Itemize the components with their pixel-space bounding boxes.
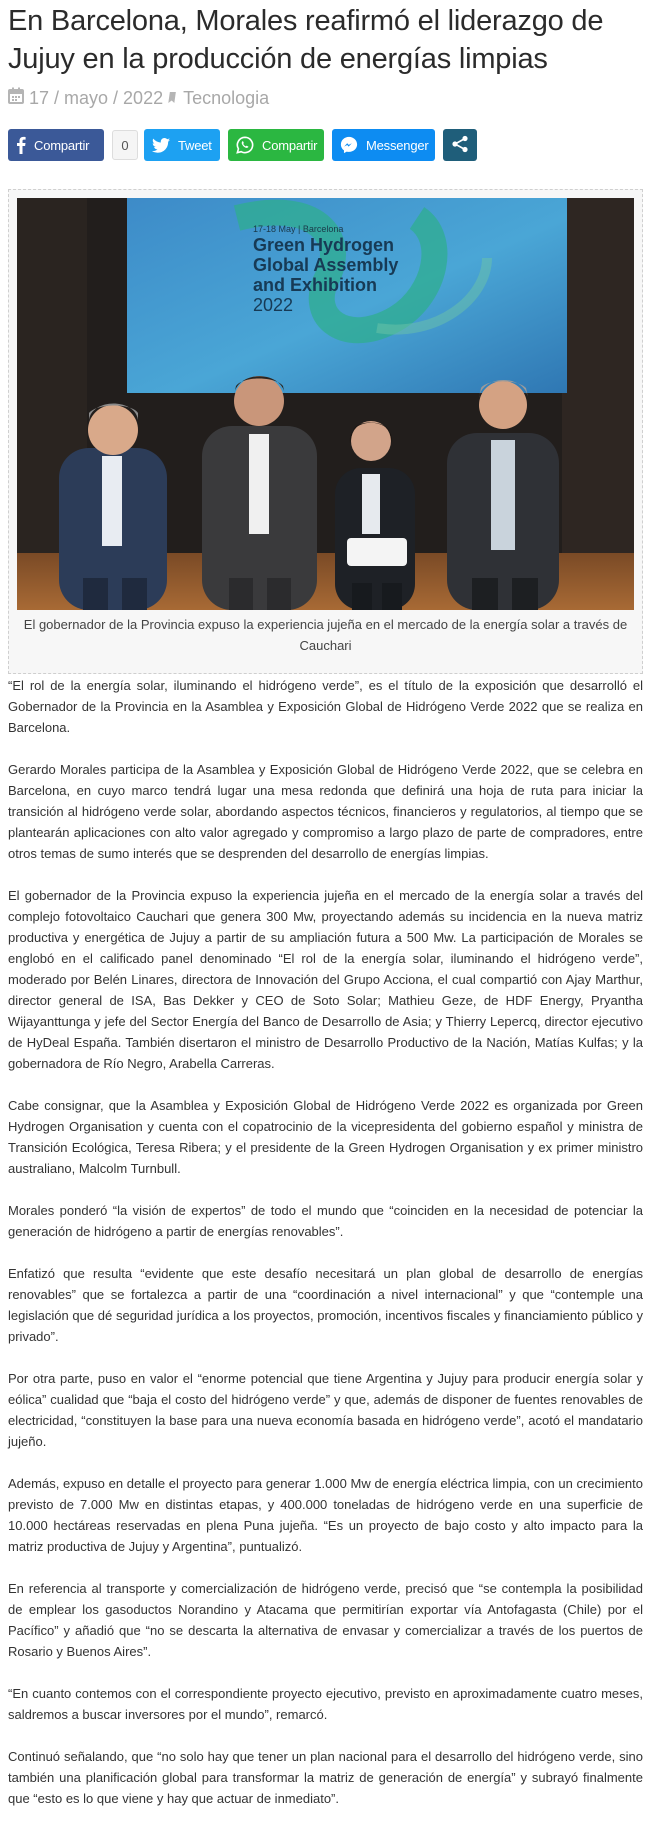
screen-date: 17-18 May | Barcelona — [253, 224, 344, 234]
facebook-icon — [16, 136, 26, 154]
facebook-share-button[interactable] — [8, 129, 104, 161]
messenger-icon — [340, 136, 358, 154]
figure-caption: El gobernador de la Provincia expuso la experiencia jujeña en el mercado de la energía solar a través de Cauchari — [23, 617, 628, 653]
paragraph: Gerardo Morales participa de la Asamblea y Exposición Global de Hidrógeno Verde 2022, que se celebra en Barcelona, en cuyo marco tendrá lugar una mesa redonda que definirá una hoja de ruta para iniciar la transición al hidrógeno verde solar, abordando aspectos técnicos, financieros y regulatorios, al tiempo que se plantearán aplicaciones con alto valor agregado y compromiso a largo plazo de parte de compradores, entre otros temas de sumo interés que se desprenden del desarrollo de energías limpias. — [8, 762, 643, 861]
share-icon — [451, 135, 469, 156]
facebook-share-label: Compartir — [34, 137, 90, 153]
screen-line3: and Exhibition — [253, 275, 377, 295]
twitter-share-label: Tweet — [178, 137, 212, 153]
calendar-icon — [8, 87, 24, 109]
screen-line1: Green Hydrogen — [253, 235, 395, 255]
share-count: 0 — [112, 130, 138, 160]
article-meta — [8, 86, 643, 110]
paragraph: En referencia al transporte y comercialización de hidrógeno verde, precisó que “se contempla la posibilidad de emplear los gasoductos Norandino y Atacama que permitirían exportar vía Antofagasta (Chile) por el Pacífico” y añadió que “no se descarta la alternativa de envasar y comercializar a través de los puertos de Rosario y Buenos Aires”. — [8, 1581, 643, 1659]
article-category[interactable]: Tecnologia — [183, 87, 270, 108]
twitter-icon — [152, 138, 170, 153]
article-body — [8, 675, 643, 1809]
messenger-share-label: Messenger — [366, 137, 429, 153]
share-bar — [8, 128, 643, 162]
paragraph: El gobernador de la Provincia expuso la experiencia jujeña en el mercado de la energía solar a través del complejo fotovoltaico Cauchari que genera 300 Mw, proyectando además su incidencia en la nueva matriz productiva y energética de Jujuy a partir de su ampliación futura a 500 Mw. La participación de Morales se englobó en el calificado panel denominado “El rol de la energía solar, iluminando el hidrógeno verde”, moderado por Belén Linares, directora de Innovación del Grupo Acciona, el cual compartió con Ajay Marthur, director general de ISA, Bas Dekker y CEO de Soto Solar; Mathieu Geze, de HDF Energy, Pryantha Wijayanttunga y jefe del Sector Energía del Banco de Desarrollo de Asia; y Thierry Lepercq, director ejecutivo de HyDeal España. También disertaron el ministro de Desarrollo Productivo de la Nación, Matías Kulfas; y la gobernadora de Río Negro, Arabella Carreras. — [8, 888, 643, 1071]
article-figure — [8, 189, 643, 674]
article-container — [8, 2, 643, 1809]
messenger-share-button[interactable] — [332, 129, 435, 161]
paragraph: “El rol de la energía solar, iluminando el hidrógeno verde”, es el título de la exposición que desarrolló el Gobernador de la Provincia en la Asamblea y Exposición Global de Hidrógeno Verde 2022 que se realiza en Barcelona. — [8, 678, 643, 735]
screen-year: 2022 — [253, 295, 294, 315]
more-share-button[interactable] — [443, 129, 477, 161]
article-title: En Barcelona, Morales reafirmó el liderazgo de Jujuy en la producción de energías limpias — [8, 5, 604, 75]
twitter-share-button[interactable] — [144, 129, 220, 161]
paragraph: Cabe consignar, que la Asamblea y Exposición Global de Hidrógeno Verde 2022 es organizada por Green Hydrogen Organisation y cuenta con el copatrocinio de la vicepresidenta del gobierno español y ministra de Transición Ecológica, Teresa Ribera; y el presidente de la Green Hydrogen Organisation y ex primer ministro australiano, Malcolm Turnbull. — [8, 1098, 643, 1176]
paragraph: Morales ponderó “la visión de expertos” de todo el mundo que “coinciden en la necesidad de potenciar la generación de hidrógeno a partir de energías renovables”. — [8, 1203, 643, 1239]
whatsapp-share-label: Compartir — [262, 137, 318, 153]
whatsapp-icon — [236, 136, 254, 154]
paragraph: Enfatizó que resulta “evidente que este desafío necesitará un plan global de desarrollo de energías renovables” que se fortalezca a partir de una “coordinación a nivel internacional” y que “contemple una legislación que dé seguridad jurídica a los proyectos, promoción, incentivos fiscales y financiamiento público y privado”. — [8, 1266, 643, 1344]
event-photo — [17, 198, 634, 610]
article-date: 17 / mayo / 2022 — [29, 87, 164, 108]
tag-icon — [168, 88, 178, 109]
paragraph: Por otra parte, puso en valor el “enorme potencial que tiene Argentina y Jujuy para producir energía solar y eólica” cualidad que “baja el costo del hidrógeno verde” y que, además de disponer de fuentes renovables de electricidad, “constituyen la base para una nueva economía basada en hidrógeno verde”, acotó el mandatario jujeño. — [8, 1371, 643, 1449]
screen-line2: Global Assembly — [253, 255, 399, 275]
paragraph: Continuó señalando, que “no solo hay que tener un plan nacional para el desarrollo del hidrógeno verde, sino también una planificación global para transformar la matriz de generación de energía” y subrayó finalmente que “esto es lo que viene y hay que actuar de inmediato”. — [8, 1749, 643, 1806]
paragraph: “En cuanto contemos con el correspondiente proyecto ejecutivo, previsto en aproximadamente cuatro meses, saldremos a buscar inversores por el mundo”, remarcó. — [8, 1686, 643, 1722]
paragraph: Además, expuso en detalle el proyecto para generar 1.000 Mw de energía eléctrica limpia, con un crecimiento previsto de 7.000 Mw en distintas etapas, y 400.000 toneladas de hidrógeno verde en una superficie de 10.000 hectáreas reservadas en plena Puna jujeña. “Es un proyecto de bajo costo y alto impacto para la matriz productiva de Jujuy y Argentina”, puntualizó. — [8, 1476, 643, 1554]
whatsapp-share-button[interactable] — [228, 129, 324, 161]
